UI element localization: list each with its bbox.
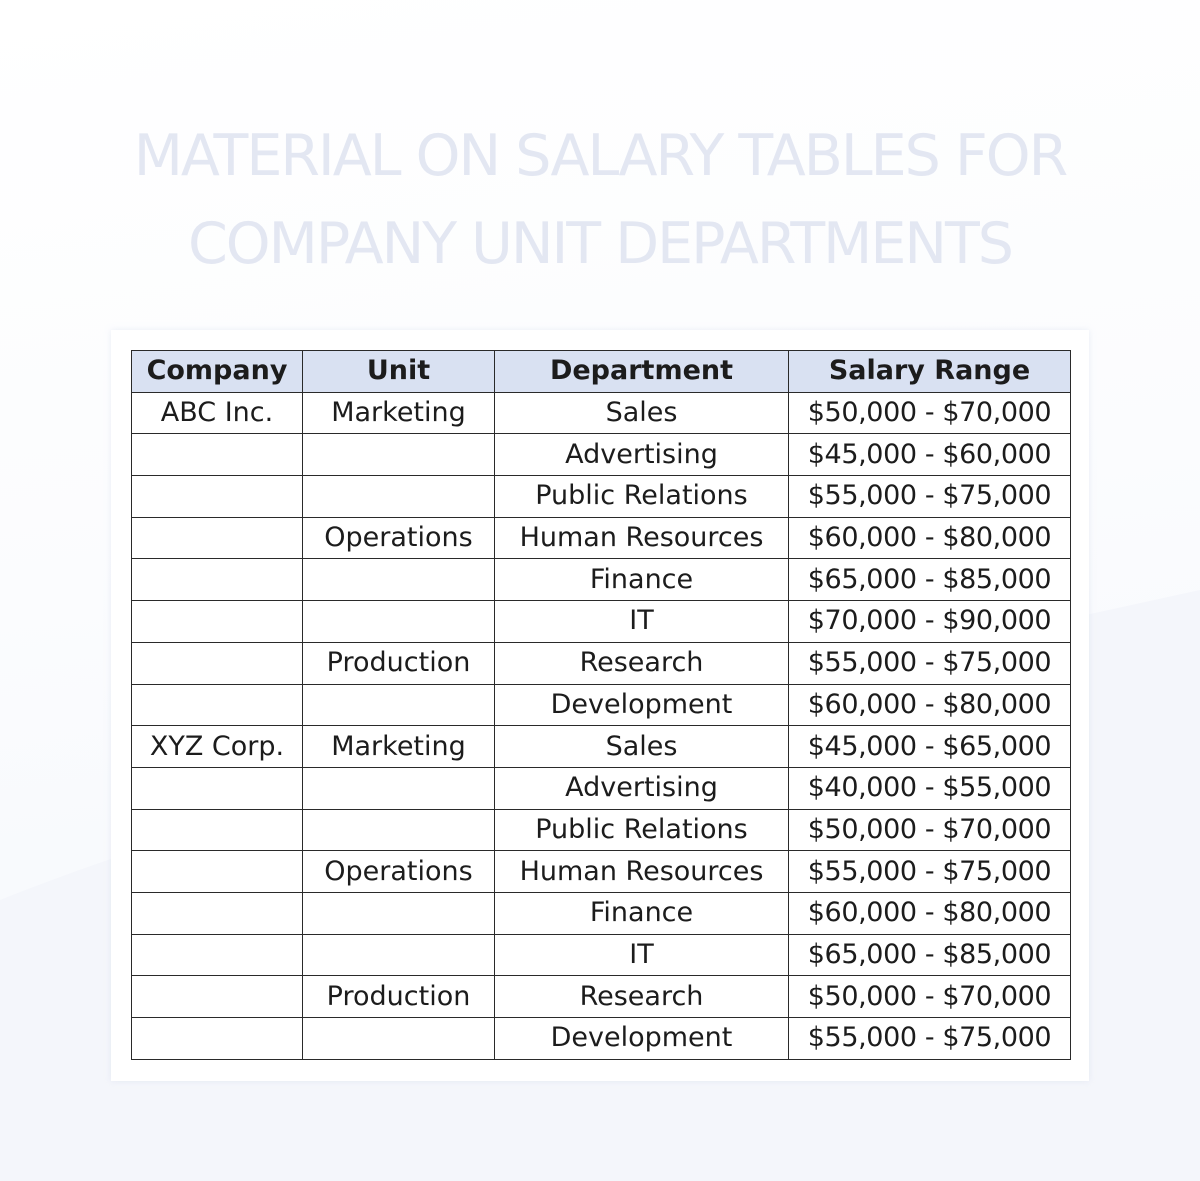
cell-salary-range: $60,000 - $80,000 bbox=[789, 684, 1071, 726]
cell-department: Human Resources bbox=[495, 517, 789, 559]
cell-department: Sales bbox=[495, 726, 789, 768]
header-department: Department bbox=[495, 351, 789, 393]
table-header bbox=[132, 351, 1071, 393]
cell-department: Advertising bbox=[495, 434, 789, 476]
cell-company bbox=[132, 809, 303, 851]
table-row bbox=[132, 976, 1071, 1018]
title-line-1: MATERIAL ON SALARY TABLES FOR bbox=[133, 123, 1067, 189]
cell-company bbox=[132, 517, 303, 559]
cell-company bbox=[132, 434, 303, 476]
cell-salary-range: $55,000 - $75,000 bbox=[789, 642, 1071, 684]
cell-company bbox=[132, 767, 303, 809]
cell-department: Advertising bbox=[495, 767, 789, 809]
cell-company bbox=[132, 892, 303, 934]
cell-company bbox=[132, 601, 303, 643]
cell-company bbox=[132, 684, 303, 726]
cell-salary-range: $55,000 - $75,000 bbox=[789, 851, 1071, 893]
table-row bbox=[132, 517, 1071, 559]
cell-department: IT bbox=[495, 601, 789, 643]
cell-salary-range: $60,000 - $80,000 bbox=[789, 517, 1071, 559]
cell-salary-range: $60,000 - $80,000 bbox=[789, 892, 1071, 934]
cell-unit: Marketing bbox=[303, 392, 495, 434]
cell-salary-range: $65,000 - $85,000 bbox=[789, 559, 1071, 601]
table-body bbox=[132, 392, 1071, 1059]
cell-company bbox=[132, 559, 303, 601]
cell-unit: Production bbox=[303, 642, 495, 684]
salary-table bbox=[131, 350, 1071, 1060]
cell-salary-range: $55,000 - $75,000 bbox=[789, 476, 1071, 518]
header-salary-range: Salary Range bbox=[789, 351, 1071, 393]
table-row bbox=[132, 392, 1071, 434]
cell-company bbox=[132, 934, 303, 976]
cell-salary-range: $50,000 - $70,000 bbox=[789, 976, 1071, 1018]
page-title bbox=[60, 112, 1140, 288]
cell-company bbox=[132, 642, 303, 684]
table-row bbox=[132, 1018, 1071, 1060]
cell-department: Research bbox=[495, 642, 789, 684]
cell-unit bbox=[303, 767, 495, 809]
cell-unit: Production bbox=[303, 976, 495, 1018]
cell-department: Development bbox=[495, 1018, 789, 1060]
table-card bbox=[111, 330, 1089, 1081]
cell-unit: Operations bbox=[303, 851, 495, 893]
cell-company: XYZ Corp. bbox=[132, 726, 303, 768]
cell-department: Finance bbox=[495, 892, 789, 934]
table-row bbox=[132, 892, 1071, 934]
cell-company bbox=[132, 1018, 303, 1060]
cell-unit bbox=[303, 601, 495, 643]
cell-company bbox=[132, 851, 303, 893]
cell-department: IT bbox=[495, 934, 789, 976]
cell-department: Public Relations bbox=[495, 809, 789, 851]
header-row bbox=[132, 351, 1071, 393]
cell-unit bbox=[303, 892, 495, 934]
header-company: Company bbox=[132, 351, 303, 393]
header-unit: Unit bbox=[303, 351, 495, 393]
cell-department: Sales bbox=[495, 392, 789, 434]
cell-unit bbox=[303, 559, 495, 601]
cell-company bbox=[132, 476, 303, 518]
cell-salary-range: $50,000 - $70,000 bbox=[789, 809, 1071, 851]
cell-salary-range: $70,000 - $90,000 bbox=[789, 601, 1071, 643]
cell-company: ABC Inc. bbox=[132, 392, 303, 434]
cell-salary-range: $50,000 - $70,000 bbox=[789, 392, 1071, 434]
table-row bbox=[132, 434, 1071, 476]
cell-salary-range: $55,000 - $75,000 bbox=[789, 1018, 1071, 1060]
cell-department: Public Relations bbox=[495, 476, 789, 518]
table-row bbox=[132, 726, 1071, 768]
cell-unit bbox=[303, 934, 495, 976]
table-row bbox=[132, 601, 1071, 643]
cell-unit: Marketing bbox=[303, 726, 495, 768]
cell-company bbox=[132, 976, 303, 1018]
table-row bbox=[132, 684, 1071, 726]
cell-unit bbox=[303, 434, 495, 476]
cell-salary-range: $40,000 - $55,000 bbox=[789, 767, 1071, 809]
table-row bbox=[132, 851, 1071, 893]
cell-salary-range: $45,000 - $60,000 bbox=[789, 434, 1071, 476]
cell-department: Finance bbox=[495, 559, 789, 601]
table-row bbox=[132, 559, 1071, 601]
cell-department: Human Resources bbox=[495, 851, 789, 893]
cell-unit: Operations bbox=[303, 517, 495, 559]
table-row bbox=[132, 642, 1071, 684]
table-row bbox=[132, 809, 1071, 851]
cell-unit bbox=[303, 809, 495, 851]
cell-unit bbox=[303, 684, 495, 726]
cell-unit bbox=[303, 1018, 495, 1060]
cell-department: Development bbox=[495, 684, 789, 726]
cell-unit bbox=[303, 476, 495, 518]
table-row bbox=[132, 934, 1071, 976]
cell-salary-range: $65,000 - $85,000 bbox=[789, 934, 1071, 976]
title-line-2: COMPANY UNIT DEPARTMENTS bbox=[188, 211, 1012, 277]
table-row bbox=[132, 476, 1071, 518]
table-row bbox=[132, 767, 1071, 809]
cell-department: Research bbox=[495, 976, 789, 1018]
cell-salary-range: $45,000 - $65,000 bbox=[789, 726, 1071, 768]
